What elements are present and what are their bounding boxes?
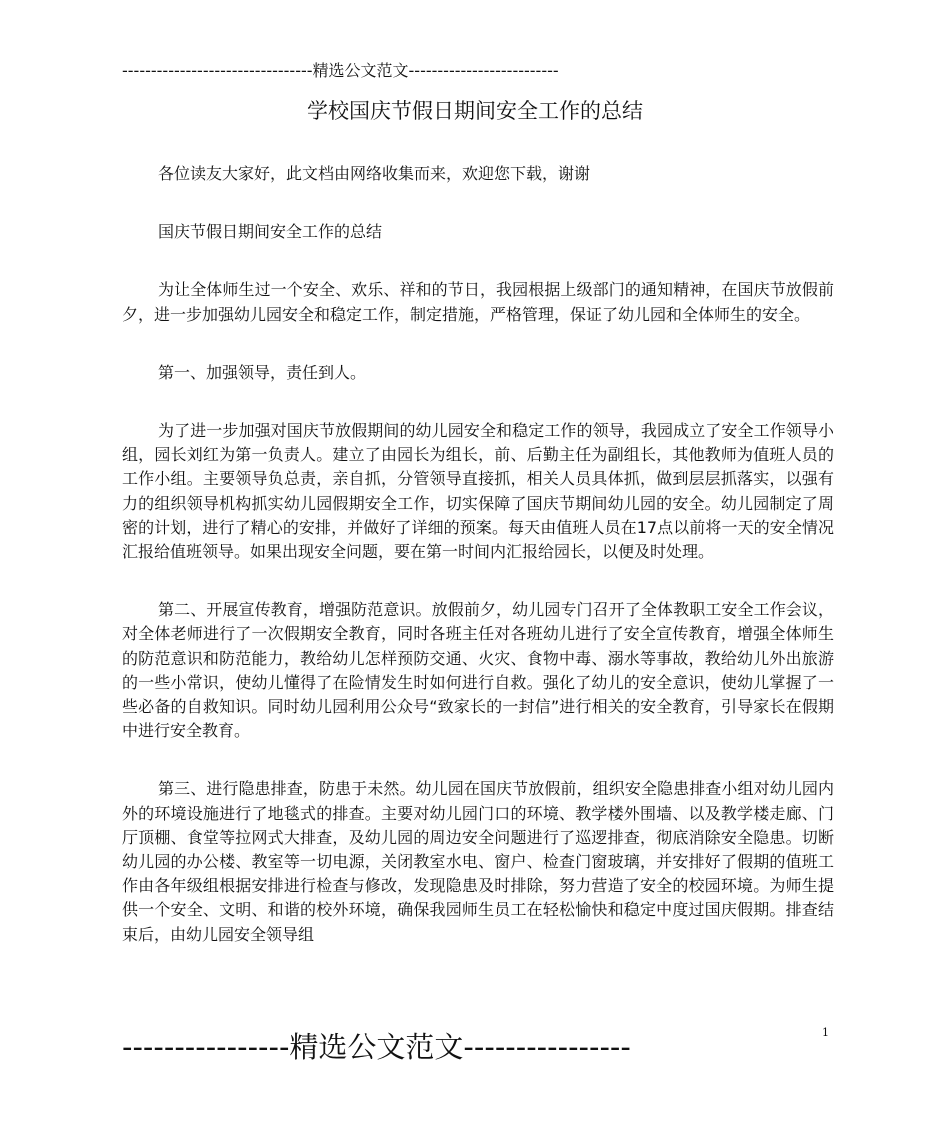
subtitle-line: 国庆节假日期间安全工作的总结 xyxy=(158,222,383,242)
paragraph-section-3: 第三、进行隐患排查，防患于未然。幼儿园在国庆节放假前，组织安全隐患排查小组对幼儿园内外的环境设施进行了地毯式的排查。主要对幼儿园门口的环境、教学楼外围墙、以及教学楼走廊、门厅顶棚、食堂等拉网式大排查，及幼儿园的周边安全问题进行了巡逻排查，彻底消除安全隐患。切断幼儿园的办公楼、教室等一切电源，关闭教室水电、窗户、检查门窗玻璃，并安排好了假期的值班工作由各年级组根据安排进行检查与修改，发现隐患及时排除，努力营造了安全的校园环境。为师生提供一个安全、文明、和谐的校外环境，确保我园师生员工在轻松愉快和稳定中度过国庆假期。排查结束后，由幼儿园安全领导组 xyxy=(122,779,834,944)
paragraph-section-1: 为了进一步加强对国庆节放假期间的幼儿园安全和稳定工作的领导，我园成立了安全工作领导小组，园长刘红为第一负责人。建立了由园长为组长，前、后勤主任为副组长，其他教师为值班人员的工作小组。主要领导负总责，亲自抓，分管领导直接抓，相关人员具体抓，做到层层抓落实，以强有力的组织领导机构抓实幼儿园假期安全工作，切实保障了国庆节期间幼儿园的安全。幼儿园制定了周密的计划，进行了精心的安排，并做好了详细的预案。每天由值班人员在17点以前将一天的安全情况汇报给值班领导。如果出现安全问题，要在第一时间内汇报给园长，以便及时处理。 xyxy=(122,421,834,562)
paragraph-intro: 为让全体师生过一个安全、欢乐、祥和的节日，我园根据上级部门的通知精神，在国庆节放假前夕，进一步加强幼儿园安全和稳定工作，制定措施，严格管理，保证了幼儿园和全体师生的安全。 xyxy=(122,280,834,324)
header-banner: ---------------------------------精选公文范文-------------------------- xyxy=(122,61,559,80)
document-body xyxy=(122,162,834,981)
section-heading-1: 第一、加强领导，责任到人。 xyxy=(158,362,367,382)
footer-banner: ----------------精选公文范文---------------- xyxy=(122,1030,631,1064)
intro-greeting: 各位读友大家好，此文档由网络收集而来，欢迎您下载，谢谢 xyxy=(158,164,591,183)
document-title: 学校国庆节假日期间安全工作的总结 xyxy=(307,99,643,123)
paragraph-section-2: 第二、开展宣传教育，增强防范意识。放假前夕，幼儿园专门召开了全体教职工安全工作会议，对全体老师进行了一次假期安全教育，同时各班主任对各班幼儿进行了安全宣传教育，增强全体师生的防范意识和防范能力，教给幼儿怎样预防交通、火灾、食物中毒、溺水等事故，教给幼儿外出旅游的一些小常识，使幼儿懂得了在险情发生时如何进行自救。强化了幼儿的安全意识，使幼儿掌握了一些必备的自救知识。同时幼儿园利用公众号“致家长的一封信”进行相关的安全教育，引导家长在假期中进行安全教育。 xyxy=(122,600,834,741)
page-number: 1 xyxy=(822,1026,829,1039)
